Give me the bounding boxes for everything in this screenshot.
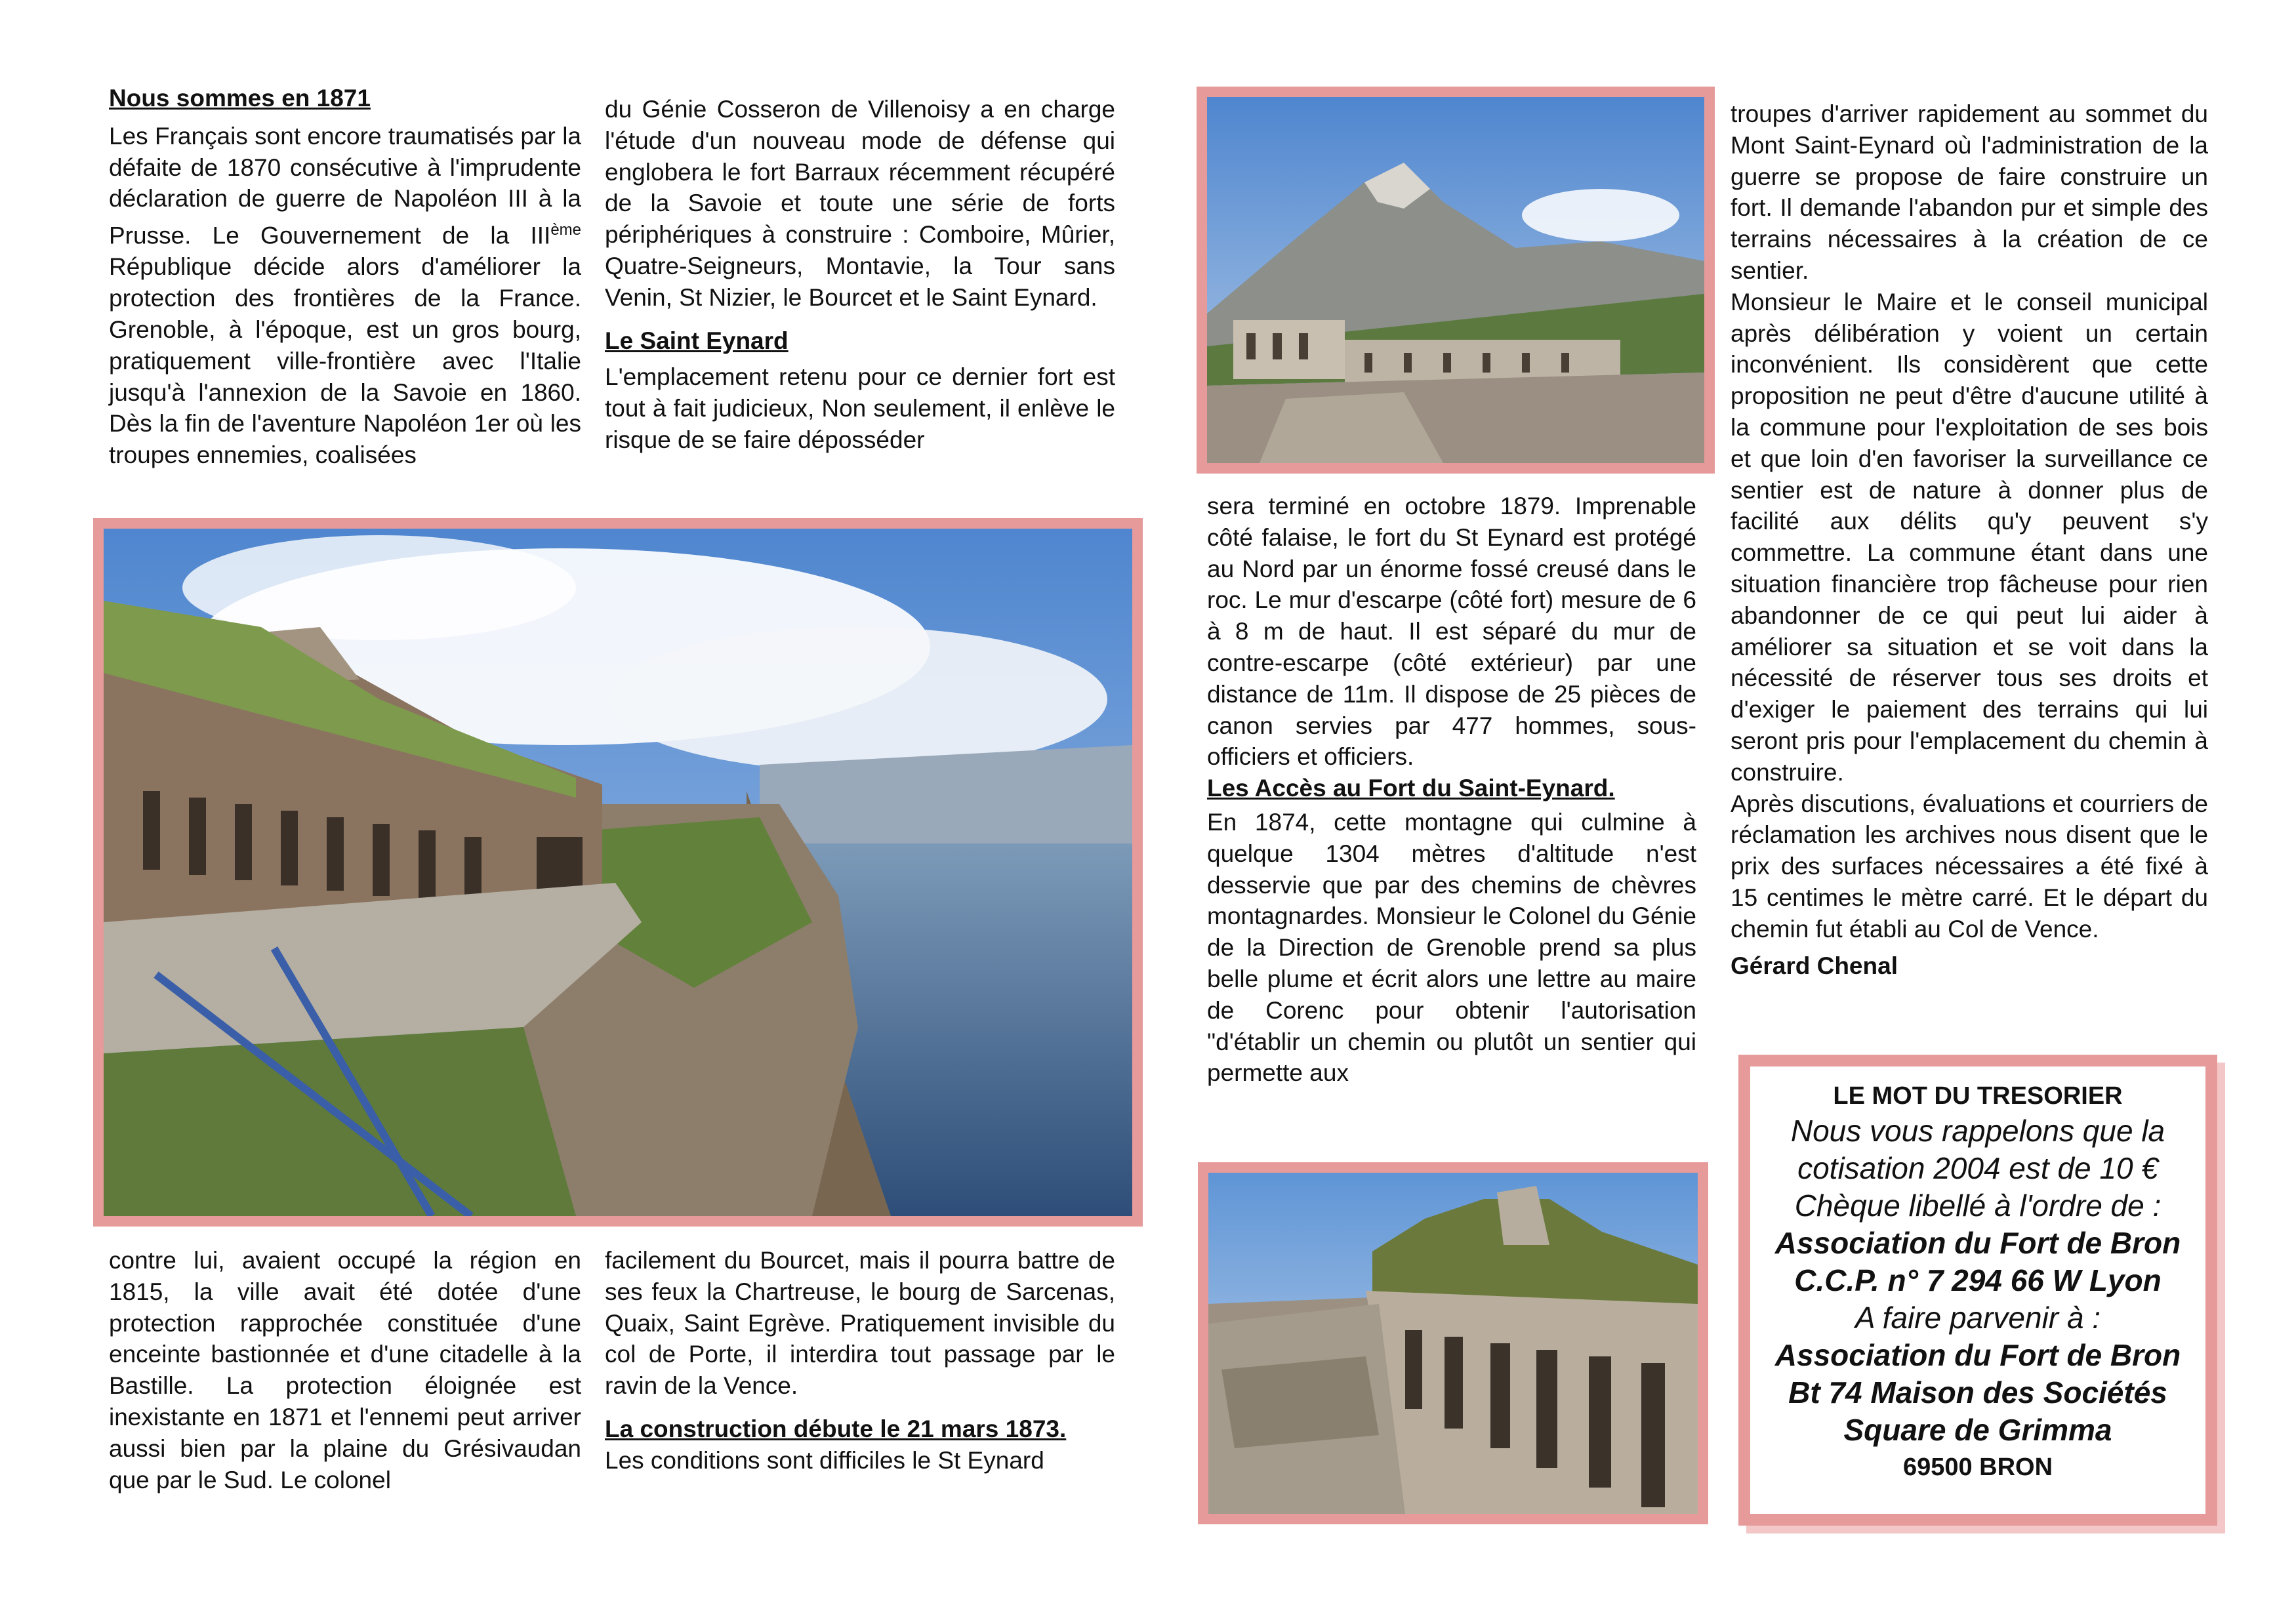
paragraph-1871: [109, 121, 581, 471]
treasurer-line-7: Association du Fort de Bron: [1774, 1338, 2181, 1372]
heading-acces-fort: Les Accès au Fort du Saint-Eynard.: [1207, 775, 1615, 802]
column-1-bottom: [109, 1245, 581, 1495]
column-3: [1207, 491, 1696, 1089]
paragraph-contre-lui: contre lui, avaient occupé la région en 1815, la ville avait été dotée d'une protection rapprochée constituée d'une enceinte bastionnée et d'une citadelle à la Bastille. La protection éloignée est inexistante en 1871 et l'ennemi peut arriver aussi bien par la plaine du Grésivaudan que par le Sud. Le colonel: [109, 1247, 581, 1493]
superscript-eme: ème: [550, 221, 581, 239]
paragraph-troupes: troupes d'arriver rapidement au sommet du Mont Saint-Eynard où l'administration de la guerre se propose de faire construire un fort. Il demande l'abandon pur et simple des terrains nécessaires à la création de ce sentier.: [1731, 100, 2208, 284]
paragraph-termine-1879: sera terminé en octobre 1879. Imprenable côté falaise, le fort du St Eynard est protégé au Nord par un énorme fossé creusé dans le roc. Le mur d'escarpe (côté fort) mesure de 6 à 8 m de haut. Il est séparé du mur de contre-escarpe (côté extérieur) par une distance de 11m. Il dispose de 25 pièces de canon servies par 477 hommes, sous-officiers et officiers.: [1207, 493, 1696, 771]
heading-construction-debute: La construction débute le 21 mars 1873.: [605, 1415, 1067, 1442]
column-2-bottom: [605, 1245, 1115, 1476]
mountain-fort-image: [1207, 97, 1704, 463]
treasurer-line-9: Square de Grimma: [1843, 1413, 2112, 1447]
column-1-top: [109, 83, 581, 471]
column-2-top: [605, 94, 1115, 456]
heading-nous-sommes-1871: Nous sommes en 1871: [109, 85, 371, 112]
paragraph-bourcet: facilement du Bourcet, mais il pourra battre de ses feux la Chartreuse, le bourg de Sarcenas, Quaix, Saint Egrève. Pratiquement invisible du col de Porte, il interdira tout passage par le ravin de la Vence.: [605, 1247, 1115, 1400]
paragraph-maire-conseil: Monsieur le Maire et le conseil municipal après délibération y voient un certain inconvénient. Ils considèrent que cette proposition ne peut d'être d'aucune utilité à la commune pour l'exploitation de ses bois et que loin d'en favoriser la surveillance ce sentier est de nature à donner plus de facilité aux délits qu'y peuvent s'y commettre. La commune étant dans une situation financière trop fâcheuse pour rien abandonner de ce qui peut lui aider à améliorer sa situation et se voit dans la nécessité de réserver tous ses droits et d'exiger le paiement des terrains qui lui seront pris pour l'emplacement du chemin à construire.: [1731, 288, 2208, 786]
author-signature: Gérard Chenal: [1731, 952, 1898, 979]
treasurer-line-10: 69500 BRON: [1902, 1453, 2053, 1481]
fort-ruins-image: [1208, 1173, 1698, 1514]
heading-saint-eynard: Le Saint Eynard: [605, 327, 789, 354]
paragraph-apres-discutions: Après discutions, évaluations et courriers de réclamation les archives nous disent que le prix des surfaces nécessaires a été fixé à 15 centimes le mètre carré. Et le départ du chemin fut établi au Col de Vence.: [1731, 790, 2208, 943]
treasurer-line-3: Chèque libellé à l'ordre de :: [1794, 1188, 2162, 1223]
column-4: [1731, 98, 2208, 981]
fort-cliff-image: [104, 529, 1132, 1216]
paragraph-genie-cosseron: du Génie Cosseron de Villenoisy a en charge l'étude d'un nouveau mode de défense qui englobera le fort Barraux récemment récupéré de la Savoie et toute une série de forts périphériques à construire : Comboire, Mûrier, Quatre-Seigneurs, Montavie, la Tour sans Venin, St Nizier, le Bourcet et le Saint Eynard.: [605, 96, 1115, 311]
treasurer-line-2: cotisation 2004 est de 10 €: [1797, 1151, 2158, 1185]
photo-fort-cliff: [93, 518, 1143, 1227]
treasurer-line-1: Nous vous rappelons que la: [1790, 1114, 2165, 1148]
paragraph-1871-text-a: Les Français sont encore traumatisés par la défaite de 1870 consécutive à l'imprudente déclaration de guerre de Napoléon III à la Prusse. Le Gouvernement de la III: [109, 122, 581, 249]
treasurer-title: LE MOT DU TRESORIER: [1833, 1082, 2123, 1110]
treasurer-box: [1738, 1055, 2217, 1526]
photo-fort-ruins: [1198, 1162, 1708, 1524]
treasurer-line-4: Association du Fort de Bron: [1774, 1226, 2181, 1260]
paragraph-emplacement: L'emplacement retenu pour ce dernier fort est tout à fait judicieux, Non seulement, il enlève le risque de se faire déposséder: [605, 363, 1115, 453]
paragraph-1871-text-b: République décide alors d'améliorer la protection des frontières de la France. Grenoble, à l'époque, est un gros bourg, pratiquement ville-frontière avec l'Italie jusqu'à l'annexion de la Savoie en 1860. Dès la fin de l'aventure Napoléon 1er où les troupes ennemies, coalisées: [109, 253, 581, 469]
treasurer-line-8: Bt 74 Maison des Sociétés: [1788, 1375, 2167, 1410]
paragraph-en-1874: En 1874, cette montagne qui culmine à quelque 1304 mètres d'altitude n'est desservie que par des chemins de chèvres montagnardes. Monsieur le Colonel du Génie de la Direction de Grenoble prend sa plus belle plume et écrit alors une lettre au maire de Corenc pour obtenir l'autorisation "d'établir un chemin ou plutôt un sentier qui permette aux: [1207, 808, 1696, 1087]
paragraph-conditions: Les conditions sont difficiles le St Eynard: [605, 1446, 1044, 1474]
treasurer-line-5: C.C.P. n° 7 294 66 W Lyon: [1794, 1263, 2162, 1297]
photo-mountain-fort: [1197, 87, 1715, 474]
treasurer-line-6: A faire parvenir à :: [1855, 1301, 2101, 1335]
